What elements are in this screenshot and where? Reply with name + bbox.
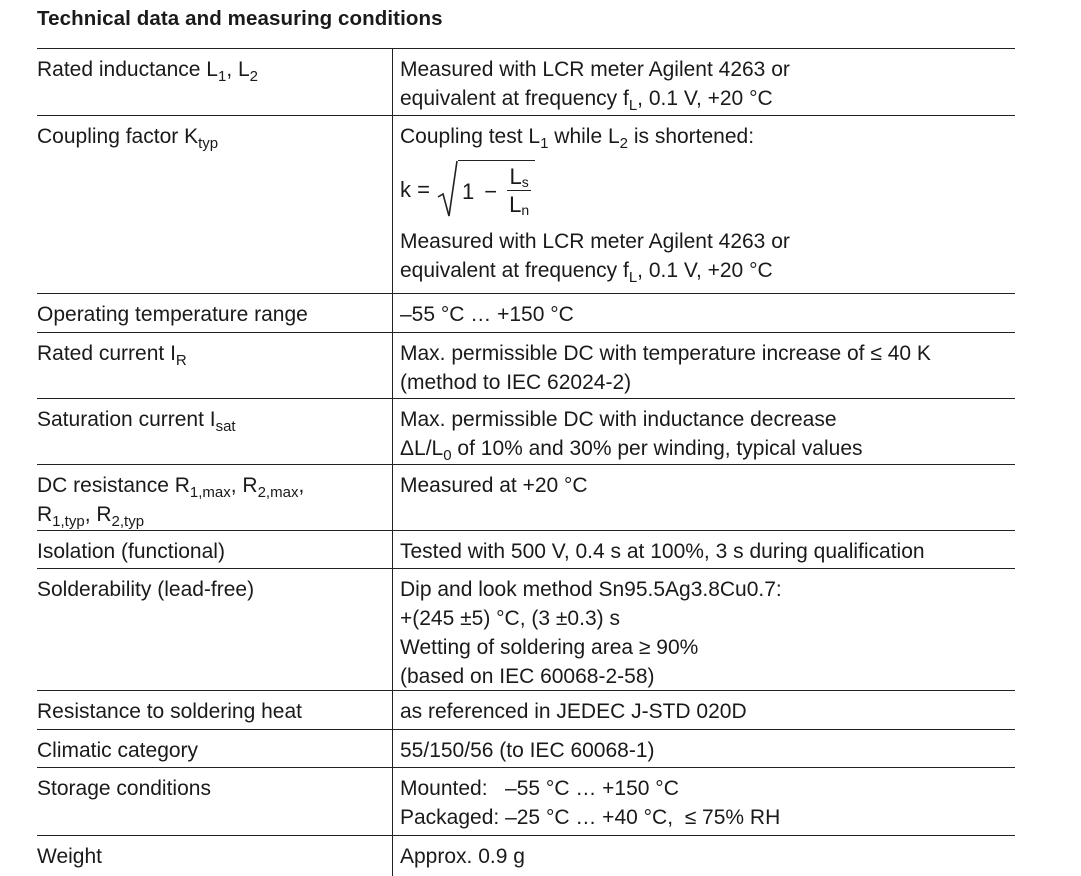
row-value xyxy=(393,116,1015,293)
table-row-solderability xyxy=(37,568,1015,690)
value-line: +(245 ±5) °C, (3 ±0.3) s xyxy=(400,607,620,630)
label-text: Weight xyxy=(37,845,102,868)
value-subscript: 0 xyxy=(443,447,452,464)
value-text: Coupling test L xyxy=(400,125,541,148)
table-row-rated-inductance xyxy=(37,48,1015,115)
row-value xyxy=(393,49,1015,115)
row-label xyxy=(37,836,393,876)
value-line xyxy=(400,84,1015,113)
table-row-climatic-category xyxy=(37,729,1015,767)
label-text: Rated current I xyxy=(37,342,176,365)
table-row-coupling-factor xyxy=(37,115,1015,293)
label-text: Rated inductance L xyxy=(37,58,218,81)
label-subscript: R xyxy=(175,352,187,369)
value-line: Mounted: –55 °C … +150 °C xyxy=(400,777,679,800)
label-text: Coupling factor K xyxy=(37,125,199,148)
label-text: Resistance to soldering heat xyxy=(37,700,302,723)
label-text: , xyxy=(298,474,305,497)
value-line: Max. permissible DC with inductance decrease xyxy=(400,408,837,431)
formula-lhs: k = xyxy=(400,176,430,202)
value-line: (method to IEC 62024-2) xyxy=(400,371,632,394)
value-subscript: 2 xyxy=(619,135,628,152)
row-value xyxy=(393,691,1015,729)
fraction xyxy=(507,164,531,219)
label-text: , R xyxy=(84,503,112,526)
value-line: as referenced in JEDEC J-STD 020D xyxy=(400,700,747,723)
square-root-icon xyxy=(436,159,458,219)
row-label xyxy=(37,691,393,729)
row-label xyxy=(37,333,393,398)
row-label xyxy=(37,730,393,767)
value-line: Max. permissible DC with temperature increase of ≤ 40 K xyxy=(400,342,931,365)
value-line: Measured with LCR meter Agilent 4263 or xyxy=(400,230,790,253)
value-line: Measured at +20 °C xyxy=(400,474,588,497)
value-line: Approx. 0.9 g xyxy=(400,845,525,868)
label-subscript: 1 xyxy=(217,68,227,85)
value-text: , 0.1 V, +20 °C xyxy=(637,259,773,282)
label-text: Saturation current I xyxy=(37,408,216,431)
label-text: , R xyxy=(230,474,258,497)
table-row-rated-current xyxy=(37,332,1015,398)
value-line: Wetting of soldering area ≥ 90% xyxy=(400,636,699,659)
row-value xyxy=(393,569,1015,690)
table-row-isolation xyxy=(37,530,1015,568)
formula-subscript: s xyxy=(521,174,529,190)
fraction-numerator xyxy=(507,164,530,191)
label-text: R xyxy=(37,503,53,526)
row-value xyxy=(393,531,1015,568)
label-text: , L xyxy=(226,58,250,81)
row-value xyxy=(393,730,1015,767)
label-subscript: 1,typ xyxy=(52,513,85,530)
row-value xyxy=(393,836,1015,876)
row-label xyxy=(37,569,393,690)
label-line xyxy=(37,471,392,500)
label-subscript: 2 xyxy=(249,68,259,85)
row-label xyxy=(37,399,393,464)
value-text: of 10% and 30% per winding, typical values xyxy=(451,437,863,460)
value-text: ΔL/L xyxy=(400,437,444,460)
row-label xyxy=(37,465,393,530)
row-label xyxy=(37,116,393,293)
label-subscript: 2,max xyxy=(257,484,299,501)
label-text: Climatic category xyxy=(37,739,199,762)
value-line: Dip and look method Sn95.5Ag3.8Cu0.7: xyxy=(400,578,782,601)
value-line: (based on IEC 60068-2-58) xyxy=(400,665,655,688)
formula-subscript: n xyxy=(521,202,530,218)
value-line: 55/150/56 (to IEC 60068-1) xyxy=(400,739,655,762)
section-title: Technical data and measuring conditions xyxy=(37,7,443,30)
table-row-operating-temperature xyxy=(37,293,1015,332)
value-line: Packaged: –25 °C … +40 °C, ≤ 75% RH xyxy=(400,806,781,829)
row-value xyxy=(393,768,1015,835)
label-line xyxy=(37,500,392,529)
row-value xyxy=(393,333,1015,398)
formula-minus: − xyxy=(484,179,498,204)
row-label xyxy=(37,768,393,835)
row-value xyxy=(393,465,1015,530)
row-label xyxy=(37,49,393,115)
label-subscript: sat xyxy=(215,418,236,435)
value-text: , 0.1 V, +20 °C xyxy=(637,87,773,110)
label-subscript: 2,typ xyxy=(111,513,145,530)
value-text: is shortened: xyxy=(627,125,755,148)
table-row-dc-resistance xyxy=(37,464,1015,530)
fraction-denominator xyxy=(507,191,531,219)
label-text: Operating temperature range xyxy=(37,303,308,326)
value-text: while L xyxy=(548,125,620,148)
label-text: DC resistance R xyxy=(37,474,190,497)
table-row-soldering-heat xyxy=(37,690,1015,729)
label-text: Storage conditions xyxy=(37,777,211,800)
value-text: equivalent at frequency f xyxy=(400,259,629,282)
row-label xyxy=(37,294,393,332)
formula-text: L xyxy=(509,192,522,217)
table-row-weight xyxy=(37,835,1015,876)
row-value xyxy=(393,399,1015,464)
formula-one: 1 xyxy=(461,179,475,204)
table-row-saturation-current xyxy=(37,398,1015,464)
row-value xyxy=(393,294,1015,332)
label-text: Isolation (functional) xyxy=(37,540,225,563)
value-line xyxy=(400,256,1015,285)
row-label xyxy=(37,531,393,568)
value-subscript: 1 xyxy=(540,135,549,152)
label-text: Solderability (lead-free) xyxy=(37,578,255,601)
value-line: Measured with LCR meter Agilent 4263 or xyxy=(400,58,790,81)
label-subscript: typ xyxy=(198,135,219,152)
radicand xyxy=(458,160,535,219)
table-row-storage-conditions xyxy=(37,767,1015,835)
value-text: equivalent at frequency f xyxy=(400,87,629,110)
label-subscript: 1,max xyxy=(189,484,231,501)
value-line xyxy=(400,122,1015,151)
formula-text: L xyxy=(509,164,522,189)
value-subscript: L xyxy=(628,269,638,286)
value-line xyxy=(400,434,1015,463)
value-subscript: L xyxy=(628,97,638,114)
coupling-formula xyxy=(400,151,1015,227)
technical-data-table xyxy=(37,48,1015,876)
value-line: –55 °C … +150 °C xyxy=(400,303,574,326)
value-line: Tested with 500 V, 0.4 s at 100%, 3 s during qualification xyxy=(400,540,925,563)
